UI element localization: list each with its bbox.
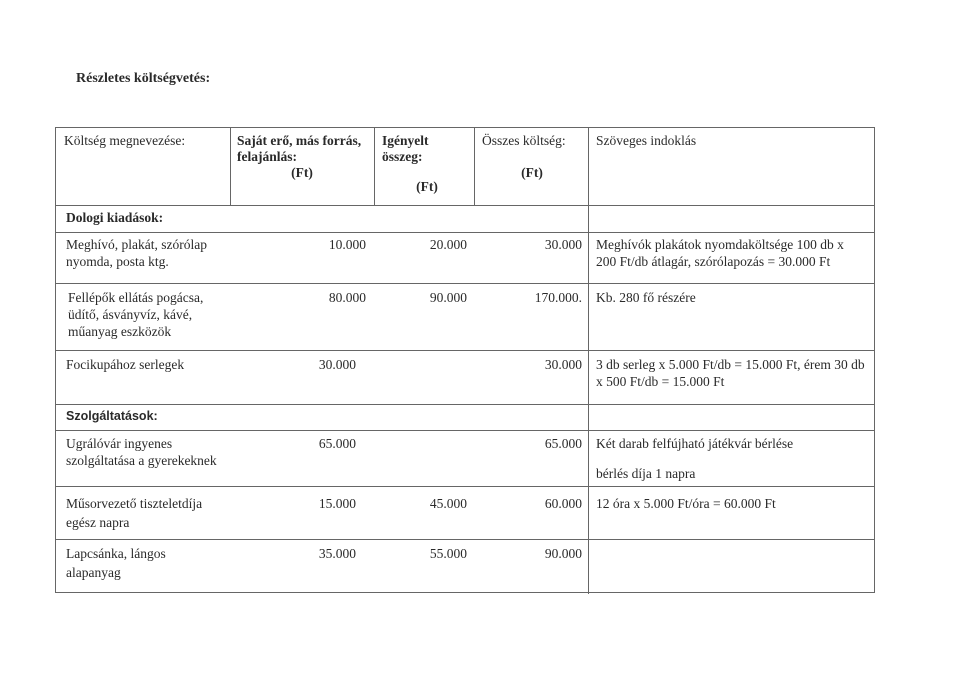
row-reason: 3 db serleg x 5.000 Ft/db = 15.000 Ft, érem 30 db — [596, 357, 865, 372]
row-own: 10.000 — [328, 237, 366, 252]
row-reason: x 500 Ft/db = 15.000 Ft — [596, 374, 725, 389]
row-requested: 45.000 — [429, 496, 467, 511]
reason-column-divider — [588, 128, 589, 594]
row-own: 15.000 — [318, 496, 356, 511]
row-requested: 20.000 — [429, 237, 467, 252]
row-total: 65.000 — [544, 436, 582, 451]
row-total: 30.000 — [544, 237, 582, 252]
header-requested-unit: (Ft) — [416, 179, 438, 194]
row-divider — [56, 350, 874, 351]
row-requested: 90.000 — [429, 290, 467, 305]
row-divider — [56, 283, 874, 284]
header-cost-name: Költség megnevezése: — [64, 133, 186, 148]
row-requested: 55.000 — [429, 546, 467, 561]
row-divider — [56, 539, 874, 540]
header-divider — [474, 128, 475, 205]
row-own: 30.000 — [318, 357, 356, 372]
header-total-unit: (Ft) — [521, 165, 543, 180]
section-dologi: Dologi kiadások: — [66, 210, 164, 225]
row-name: Műsorvezető tiszteletdíja — [66, 496, 203, 511]
row-name: Meghívó, plakát, szórólap — [66, 237, 207, 252]
row-own: 65.000 — [318, 436, 356, 451]
header-divider — [374, 128, 375, 205]
header-divider — [230, 128, 231, 205]
row-name: Focikupához serlegek — [66, 357, 185, 372]
page-title: Részletes költségvetés: — [76, 71, 211, 86]
header-own-unit: (Ft) — [291, 165, 313, 180]
row-name: Ugrálóvár ingyenes — [66, 436, 173, 451]
row-divider — [56, 205, 874, 206]
row-reason: 12 óra x 5.000 Ft/óra = 60.000 Ft — [596, 496, 776, 511]
header-total-line1: Összes költség: — [482, 133, 566, 148]
row-reason: 200 Ft/db átlagár, szórólapozás = 30.000 Ft — [596, 254, 831, 269]
row-name: műanyag eszközök — [68, 324, 172, 339]
row-name: üdítő, ásványvíz, kávé, — [68, 307, 193, 322]
row-divider — [56, 430, 874, 431]
row-divider — [56, 404, 874, 405]
row-reason: Meghívók plakátok nyomdaköltsége 100 db x — [596, 237, 844, 252]
row-total: 30.000 — [544, 357, 582, 372]
row-reason: bérlés díja 1 napra — [596, 466, 696, 481]
budget-table — [55, 127, 875, 593]
header-own-line2: felajánlás: — [237, 149, 297, 164]
row-total: 170.000. — [534, 290, 582, 305]
row-name: Lapcsánka, lángos — [66, 546, 166, 561]
header-reason: Szöveges indoklás — [596, 133, 697, 148]
row-reason: Két darab felfújható játékvár bérlése — [596, 436, 794, 451]
row-divider — [56, 232, 874, 233]
header-own-line1: Saját erő, más forrás, — [237, 133, 362, 148]
row-total: 60.000 — [544, 496, 582, 511]
header-requested-line2: összeg: — [382, 149, 423, 164]
row-name: Fellépők ellátás pogácsa, — [68, 290, 204, 305]
section-szolgaltatasok: Szolgáltatások: — [66, 409, 158, 423]
row-reason: Kb. 280 fő részére — [596, 290, 696, 305]
row-name: egész napra — [66, 515, 130, 530]
header-requested-line1: Igényelt — [382, 133, 429, 148]
row-own: 35.000 — [318, 546, 356, 561]
row-divider — [56, 486, 874, 487]
row-own: 80.000 — [328, 290, 366, 305]
row-name: nyomda, posta ktg. — [66, 254, 169, 269]
row-name: szolgáltatása a gyerekeknek — [66, 453, 217, 468]
row-total: 90.000 — [544, 546, 582, 561]
row-name: alapanyag — [66, 565, 121, 580]
